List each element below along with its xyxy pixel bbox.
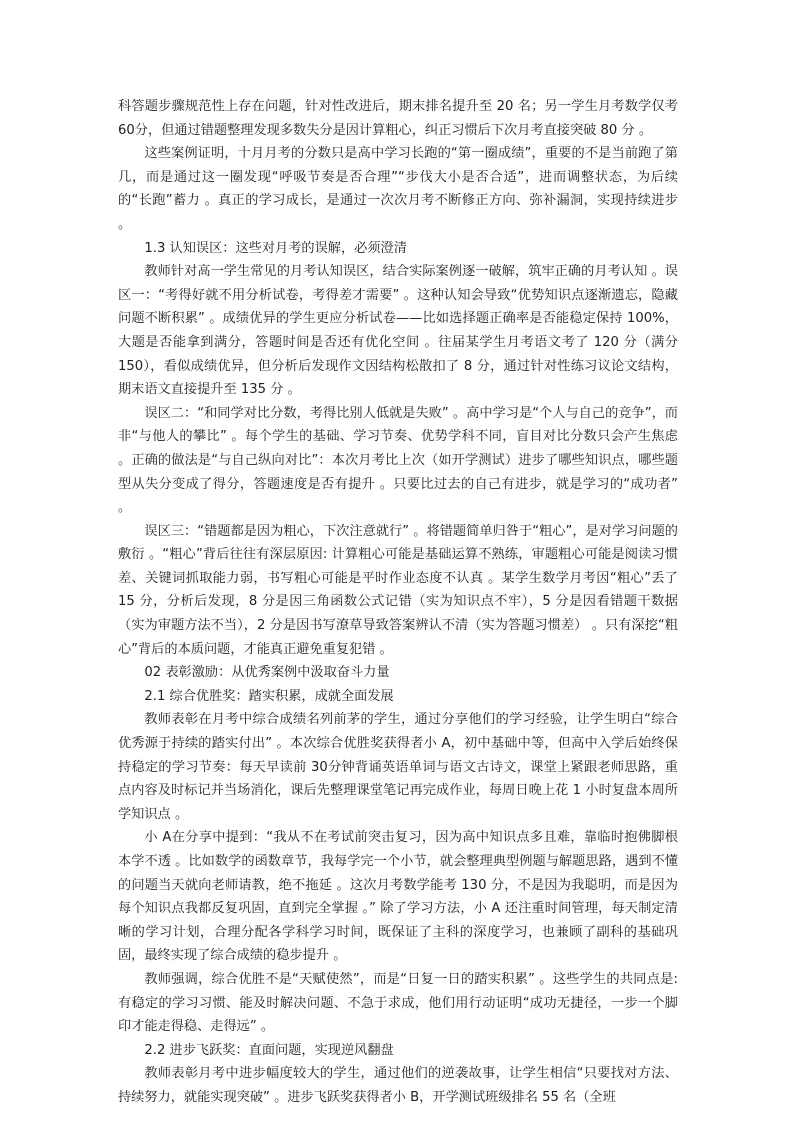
paragraph-award-progress: 教师表彰月考中进步幅度较大的学生，通过他们的逆袭故事，让学生相信“只要找对方法、持续努力，就能实现突破” 。进步飞跃奖获得者小 B，开学测试班级排名 55 名（全班 [118,1066,678,1105]
section-heading-1-3: 1.3 认知误区：这些对月考的误解，必须澄清 [144,240,407,256]
paragraph-first-lap-metaphor: 这些案例证明，十月月考的分数只是高中学习长跑的“第一圈成绩”，重要的不是当前跑了第几，而是通过这一圈发现“呼吸节奏是否合理”“步伐大小是否合适”，进而调整状态，为后续的“长跑”蓄力 。真正的学习成长，是通过一次次月考不断修正方向、弥补漏洞，实现持续进步 。 [118,146,678,232]
paragraph-award-overall: 教师表彰在月考中综合成绩名列前茅的学生，通过分享他们的学习经验，让学生明白“综合优秀源于持续的踏实付出” 。本次综合优胜奖获得者小 A，初中基础中等，但高中入学后始终保持稳定的学习节奏：每天早读前 30分钟背诵英语单词与语文古诗文，课堂上紧跟老师思路，重点内容及时标记并当场消化，课后先整理课堂笔记再完成作业，每周日晚上花 1 小时复盘本周所学知识点 。 [118,712,678,822]
paragraph-misconception-two: 误区二：“和同学对比分数，考得比别人低就是失败” 。高中学习是“个人与自己的竞争”，而非“与他人的攀比” 。每个学生的基础、学习节奏、优势学科不同，盲目对比分数只会产生焦虑 。正确的做法是“与自己纵向对比”：本次月考比上次（如开学测试）进步了哪些知识点，哪些题型从失分变成了得分，答题速度是否有提升 。只要比过去的自己有进步，就是学习的“成功者” 。 [118,405,678,516]
paragraph-teacher-emphasis: 教师强调，综合优胜不是“天赋使然”，而是“日复一日的踏实积累” 。这些学生的共同点是: 有稳定的学习习惯、能及时解决问题、不急于求成，他们用行动证明“成功无捷径，一步一个脚印才能走得稳、走得远” 。 [118,971,678,1035]
section-heading-2-1: 2.1 综合优胜奖：踏实积累，成就全面发展 [144,688,394,704]
paragraph-misconception-three: 误区三：“错题都是因为粗心，下次注意就行” 。将错题简单归咎于“粗心”，是对学习问题的敷衍 。“粗心”背后往往有深层原因: 计算粗心可能是基础运算不熟练，审题粗心可能是阅读习惯差、关键词抓取能力弱，书写粗心可能是平时作业态度不认真 。某学生数学月考因“粗心”丢了 15 分，分析后发现，8 分是因三角函数公式记错（实为知识点不牢），5 分是因看错题干数据（实为审题方法不当），2 分是因书写潦草导致答案辨认不清（实为答题习惯差） 。只有深挖“粗心”背后的本质问题，才能真正避免重复犯错 。 [118,523,678,657]
paragraph-exam-case-intro: 科答题步骤规范性上存在问题，针对性改进后，期末排名提升至 20 名；另一学生月考数学仅考 60分，但通过错题整理发现多数失分是因计算粗心，纠正习惯后下次月考直接突破 80 分 。 [118,99,678,138]
section-heading-2-2: 2.2 进步飞跃奖：直面问题，实现逆风翻盘 [144,1042,394,1058]
section-heading-02: 02 表彰激励：从优秀案例中汲取奋斗力量 [144,665,390,681]
paragraph-student-a-quote: 小 A在分享中提到：“我从不在考试前突击复习，因为高中知识点多且难，靠临时抱佛脚根本学不透 。比如数学的函数章节，我每学完一个小节，就会整理典型例题与解题思路，遇到不懂的问题当天就向老师请教，绝不拖延 。这次月考数学能考 130 分，不是因为我聪明，而是因为每个知识点我都反复巩固，直到完全掌握 。” 除了学习方法，小 A 还注重时间管理，每天制定清晰的学习计划，合理分配各学科学习时间，既保证了主科的深度学习，也兼顾了副科的基础巩固，最终实现了综合成绩的稳步提升 。 [118,830,678,964]
paragraph-misconception-one: 教师针对高一学生常见的月考认知误区，结合实际案例逐一破解，筑牢正确的月考认知 。误区一：“考得好就不用分析试卷，考得差才需要” 。这种认知会导致“优势知识点逐渐遗忘，隐藏问题不断积累” 。成绩优异的学生更应分析试卷——比如选择题正确率是否能稳定保持 100%，大题是否能拿到满分，答题时间是否还有优化空间 。往届某学生月考语文考了 120 分（满分 150），看似成绩优异，但分析后发现作文因结构松散扣了 8 分，通过针对性练习议论文结构，期末语文直接提升至 135 分 。 [118,264,678,398]
page-body [118,95,678,1110]
